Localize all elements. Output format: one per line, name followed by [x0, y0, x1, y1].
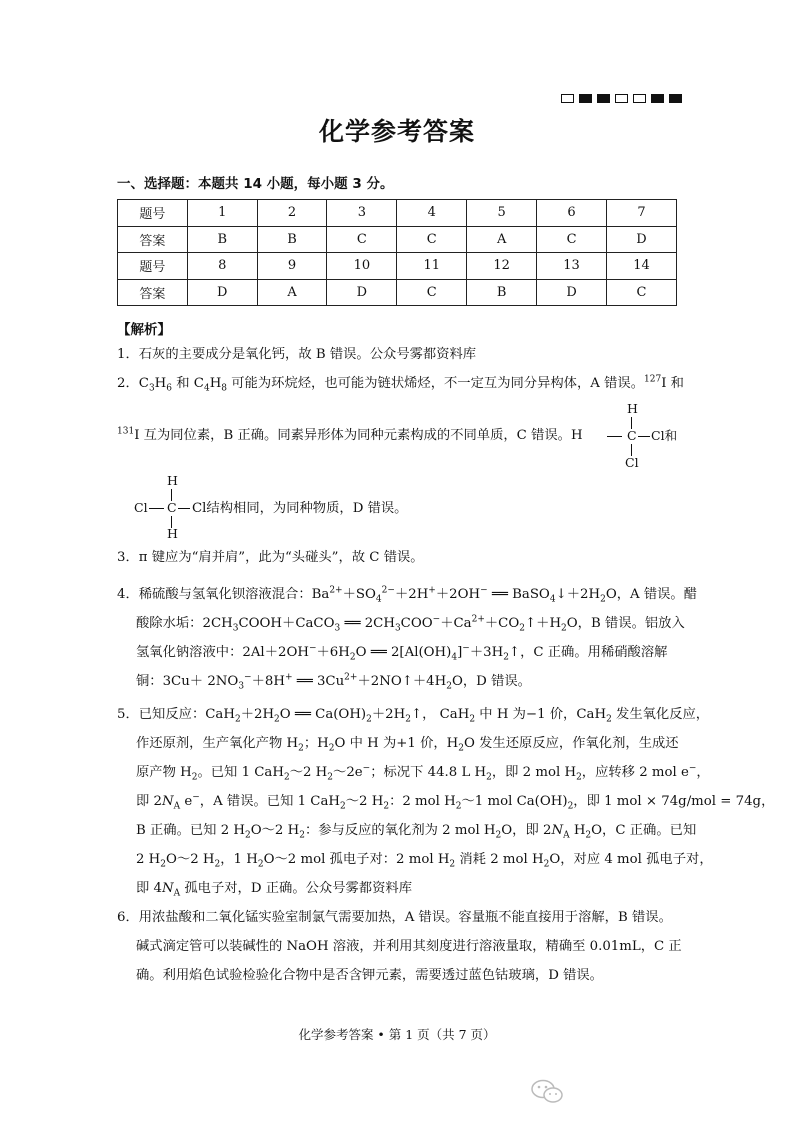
table-cell: 14: [607, 253, 677, 280]
table-cell: 2: [257, 200, 327, 227]
s1-c: C: [627, 428, 637, 443]
s2-cl-left: Cl: [134, 500, 148, 515]
header-mark: [597, 94, 610, 103]
header-marks: [561, 94, 682, 103]
table-cell: C: [607, 279, 677, 306]
q5-line1: 5．已知反应：$CaH_2+2H_2O$ ══ $Ca(OH)_2+2H_2↑$， CaH$_2$ 中 H 为−1 价，CaH$_2$ 发生氧化反应，: [117, 707, 710, 725]
page-footer: 化学参考答案 • 第 1 页（共 7 页）: [298, 1027, 496, 1042]
q3-text: 3．π 键应为“肩并肩”，此为“头碰头”，故 C 错误。: [117, 550, 424, 565]
q4-line3: 氢氧化钠溶液中：$2Al+2OH^-+6H_2O$ ══ $2[Al(OH)_4]^-+3H_2↑$，C 正确。用稀硝酸溶解: [136, 643, 668, 663]
table-cell: 7: [607, 200, 677, 227]
table-cell: A: [257, 279, 327, 306]
s2-bond-left: [149, 508, 164, 509]
table-cell: D: [187, 279, 257, 306]
q2-line1: 2．$C_3H_6$ 和 $C_4H_8$ 可能为环烷烃，也可能为链状烯烃，不一定互为同分异构体，A 错误。$^{127}$I 和: [117, 374, 684, 394]
q1-text: 1．石灰的主要成分是氧化钙，故 B 错误。公众号雾都资料库: [117, 347, 477, 362]
structure-1: [609, 400, 689, 470]
table-cell: 9: [257, 253, 327, 280]
table-cell: D: [607, 226, 677, 253]
q5-line3: 原产物 $H_2$。已知 1 CaH$_2$～2 $H_2\sim 2e^-$；标况下 44.8 L $H_2$，即 2 mol $H_2$，应转移 2 mol e−，: [136, 763, 710, 783]
table-cell: B: [187, 226, 257, 253]
s1-h-top: H: [627, 401, 638, 416]
table-cell: 12: [467, 253, 537, 280]
header-mark: [561, 94, 574, 103]
table-cell: A: [467, 226, 537, 253]
table-cell: C: [397, 226, 467, 253]
q6-line3: 确。利用焰色试验检验化合物中是否含钾元素，需要透过蓝色钴玻璃，D 错误。: [136, 968, 603, 983]
q5-line6: 2 $H_2O\sim 2$ $H_2$，1 $H_2O\sim 2$ mol 孤电子对：2 mol $H_2$ 消耗 2 mol $H_2O$，对应 4 mol 孤电子对，: [136, 852, 713, 870]
s1-cl-bottom: Cl: [625, 455, 639, 470]
table-cell: D: [537, 279, 607, 306]
table-cell: D: [327, 279, 397, 306]
s2-h-top: H: [167, 473, 178, 488]
table-cell: 4: [397, 200, 467, 227]
table-cell: C: [537, 226, 607, 253]
table-cell: B: [257, 226, 327, 253]
table-cell: 1: [187, 200, 257, 227]
s1-bond-right: [638, 436, 650, 437]
table-cell: 11: [397, 253, 467, 280]
table-row-label: 答案: [118, 226, 188, 253]
table-row: [118, 279, 677, 306]
section-heading: 一、选择题：本题共 14 小题，每小题 3 分。: [117, 176, 394, 192]
q6-line1: 6．用浓盐酸和二氧化锰实验室制氯气需要加热，A 错误。容量瓶不能直接用于溶解，B 错误。: [117, 910, 672, 925]
answer-table: [117, 199, 677, 306]
wechat-watermark-icon: [528, 1078, 568, 1106]
q2-line2: $^{131}$I 互为同位素，B 正确。同素异形体为同种元素构成的不同单质，C 错误。H: [117, 426, 583, 443]
table-row: [118, 253, 677, 280]
table-cell: C: [397, 279, 467, 306]
header-mark: [633, 94, 646, 103]
q6-line2: 碱式滴定管可以装碱性的 NaOH 溶液，并利用其刻度进行溶液量取，精确至 0.01mL，C 正: [136, 939, 682, 954]
s2-h-bottom: H: [167, 526, 178, 541]
q5-line4: 即 $2N_A$ e−，A 错误。已知 1 CaH$_2$～2 $H_2$：2 mol $H_2\sim 1$ mol $Ca(OH)_2$，即 1 mol × 74g/mol = 74g，: [136, 792, 775, 812]
table-row: [118, 226, 677, 253]
table-cell: 10: [327, 253, 397, 280]
table-cell: 13: [537, 253, 607, 280]
header-mark: [615, 94, 628, 103]
table-cell: 5: [467, 200, 537, 227]
q4-line1: 4．稀硫酸与氢氧化钡溶液混合：$Ba^{2+}+SO_4^{2-}+2H^++2OH^-$ ══ $BaSO_4↓+2H_2O$，A 错误。醋: [117, 585, 698, 605]
q5-line2: 作还原剂，生产氧化产物 $H_2$；$H_2O$ 中 H 为+1 价，$H_2O$ 发生还原反应，作氧化剂，生成还: [136, 736, 679, 754]
header-mark: [669, 94, 682, 103]
q4-line4: 铜：$3Cu+ 2NO_3^-+8H^+$ ══ $3Cu^{2+}+2NO↑+4H_2O$，D 错误。: [136, 672, 531, 692]
table-cell: B: [467, 279, 537, 306]
s2-c: C: [167, 500, 177, 515]
table-row: [118, 200, 677, 227]
header-mark: [579, 94, 592, 103]
table-row-label: 答案: [118, 279, 188, 306]
table-cell: 3: [327, 200, 397, 227]
page-title: 化学参考答案: [318, 117, 475, 146]
q5-line5: B 正确。已知 2 $H_2O\sim 2$ $H_2$：参与反应的氧化剂为 2 mol $H_2O$，即 $2N_A$ $H_2O$，C 正确。已知: [136, 823, 697, 841]
table-cell: C: [327, 226, 397, 253]
table-row-label: 题号: [118, 253, 188, 280]
q4-line2: 酸除水垢：$2CH_3COOH+CaCO_3$ ══ $2CH_3COO^-+Ca^{2+}+CO_2↑+H_2O$，B 错误。铝放入: [136, 614, 685, 634]
s1-cl-right: Cl和: [651, 428, 678, 443]
table-cell: 6: [537, 200, 607, 227]
s2-bond-right: [178, 508, 190, 509]
q2-line3: Cl结构相同，为同种物质，D 错误。: [192, 501, 408, 516]
q5-line7: 即 $4N_A$ 孤电子对，D 正确。公众号雾都资料库: [136, 881, 412, 899]
table-row-label: 题号: [118, 200, 188, 227]
analysis-heading: 【解析】: [117, 322, 171, 338]
header-mark: [651, 94, 664, 103]
table-cell: 8: [187, 253, 257, 280]
s1-bond-left: [607, 436, 622, 437]
